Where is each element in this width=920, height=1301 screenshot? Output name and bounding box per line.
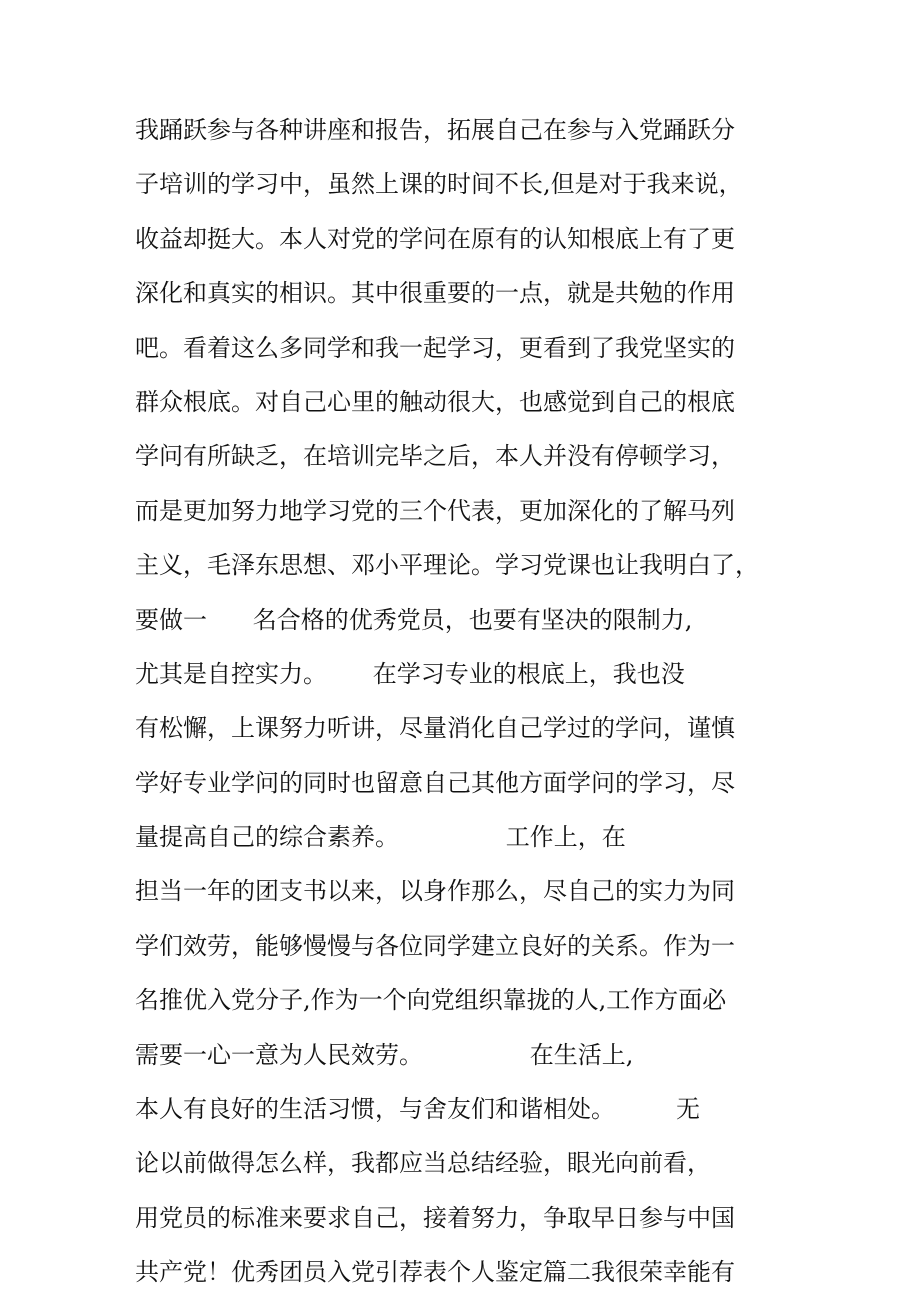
text-line: 要做一 名合格的优秀党员，也要有坚决的限制力, [135, 605, 693, 634]
text-line: 担当一年的团支书以来，以身作那么，尽自己的实力为同 [135, 877, 735, 906]
text-line: 学问有所缺乏，在培训完毕之后，本人并没有停顿学习， [135, 442, 735, 471]
text-line: 学们效劳，能够慢慢与各位同学建立良好的关系。作为一 [135, 931, 735, 960]
text-line: 我踊跃参与各种讲座和报告，拓展自己在参与入党踊跃分 [135, 116, 735, 144]
text-line: 论以前做得怎么样，我都应当总结经验，眼光向前看， [135, 1149, 711, 1178]
text-line: 名推优入党分子,作为一个向党组织靠拢的人,工作方面必 [135, 986, 727, 1015]
text-line: 而是更加努力地学习党的三个代表，更加深化的了解马列 [135, 496, 735, 525]
text-line: 群众根底。对自己心里的触动很大，也感觉到自己的根底 [135, 387, 735, 416]
text-line: 收益却挺大。本人对党的学问在原有的认知根底上有了更 [135, 224, 735, 253]
text-line: 用党员的标准来要求自己，接着努力，争取早日参与中国 [135, 1203, 735, 1232]
text-line: 有松懈，上课努力听讲，尽量消化自己学过的学问，谨慎 [135, 714, 735, 743]
text-line: 子培训的学习中，虽然上课的时间不长,但是对于我来说， [135, 170, 743, 199]
text-line: 量提高自己的综合素养。 工作上，在 [135, 823, 626, 852]
body-text [135, 103, 815, 1300]
text-line: 吧。看着这么多同学和我一起学习，更看到了我党坚实的 [135, 333, 735, 362]
text-line: 需要一心一意为人民效劳。 在生活上, [135, 1040, 634, 1069]
text-line: 本人有良好的生活习惯，与舍友们和谐相处。 无 [135, 1095, 701, 1124]
text-line: 共产党！优秀团员入党引荐表个人鉴定篇二我很荣幸能有 [135, 1258, 735, 1287]
text-line: 深化和真实的相识。其中很重要的一点，就是共勉的作用 [135, 279, 735, 308]
text-line: 尤其是自控实力。 在学习专业的根底上，我也没 [135, 659, 685, 688]
text-line: 主义，毛泽东思想、邓小平理论。学习党课也让我明白了， [135, 551, 759, 580]
text-line: 学好专业学问的同时也留意自己其他方面学问的学习，尽 [135, 768, 735, 797]
